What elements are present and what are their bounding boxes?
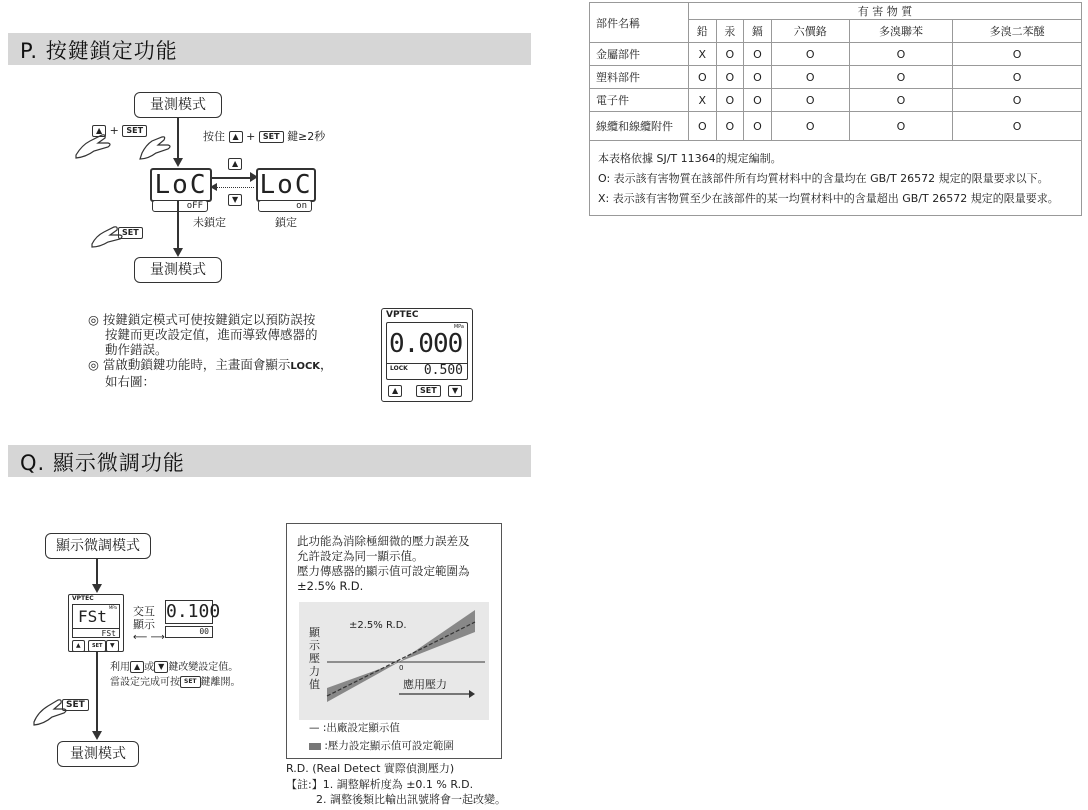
lcd-unlock-sub	[152, 200, 208, 212]
header-group: 有 害 物 質	[689, 3, 1082, 20]
cell: O	[849, 66, 952, 89]
instr-text: 利用	[110, 662, 130, 673]
interact-text: 顯示	[133, 618, 155, 631]
lock-indicator: LOCK	[390, 365, 408, 372]
table-row	[590, 112, 1082, 141]
cell: O	[849, 112, 952, 141]
plus-sign: +	[246, 130, 256, 143]
info-text	[297, 534, 470, 594]
note-line: 當啟動鎖鍵功能時，主畫面會顯示	[102, 357, 291, 372]
cell: O	[744, 89, 772, 112]
set-key-icon	[118, 222, 143, 241]
footer-line: X: 表示該有害物質至少在該部件的某一均質材料中的含量超出 GB/T 26572 規定的限量要求。	[598, 192, 1059, 205]
bullet: ◎	[88, 312, 99, 327]
arrow-left-icon	[210, 183, 217, 191]
cell: O	[953, 66, 1082, 89]
range-graph	[299, 602, 489, 720]
measure-mode-label: 量測模式	[150, 97, 206, 113]
cell: O	[689, 112, 717, 141]
y-axis-label: 顯示壓力值	[309, 626, 320, 691]
lcd-unlock-main	[150, 168, 212, 202]
lcd-sub-text: on	[296, 201, 307, 211]
cell: O	[716, 112, 744, 141]
set-key-icon: SET	[180, 676, 201, 688]
hold-hint	[203, 128, 325, 144]
section-q-header	[8, 445, 531, 477]
flow-line	[177, 200, 179, 250]
fine-tune-mode-label: 顯示微調模式	[56, 538, 140, 554]
measure-mode-box-bottom	[134, 257, 222, 283]
note-line: ，	[320, 357, 333, 372]
table-row	[590, 66, 1082, 89]
main-value: 0.000	[389, 329, 463, 359]
info-line: 壓力傳感器的顯示值可設定範圍為	[297, 564, 470, 578]
up-key-icon: ▲	[92, 125, 106, 137]
lock-word: LOCK	[290, 361, 321, 372]
lock-notes	[88, 312, 333, 389]
alt-sub-value: 00	[199, 627, 209, 636]
down-key-icon: ▼	[154, 661, 168, 673]
device-screen	[386, 322, 468, 380]
band-swatch-icon	[309, 743, 321, 750]
set-key-label: SET	[118, 227, 143, 239]
device-screen	[72, 604, 120, 638]
set-key-label: SET	[62, 699, 89, 711]
cell: O	[744, 66, 772, 89]
legend-range	[309, 738, 454, 753]
cell: O	[716, 66, 744, 89]
legend-factory	[309, 720, 400, 735]
section-p-header	[8, 33, 531, 65]
header-part: 部件名稱	[590, 3, 689, 43]
cell: O	[771, 89, 849, 112]
cell: O	[744, 43, 772, 66]
measure-mode-box-q	[57, 741, 139, 767]
hazard-substance-table	[589, 2, 1082, 216]
origin-label: 0	[399, 664, 404, 672]
arrow-down-icon	[173, 248, 183, 257]
up-key-icon: ▲	[228, 158, 242, 170]
device-down-button[interactable]: ▼	[106, 640, 119, 652]
col-header: 多溴二苯醚	[953, 20, 1082, 43]
arrow-left-line	[212, 187, 254, 188]
fine-tune-info-box	[286, 523, 502, 759]
bullet: ◎	[88, 357, 99, 372]
table-footer-row	[590, 141, 1082, 216]
cell: O	[849, 43, 952, 66]
sub-value: FSt	[73, 628, 119, 637]
flow-line	[96, 559, 98, 585]
alt-lcd-sub	[165, 626, 213, 638]
device-lock-display	[381, 308, 473, 402]
unlock-label: 未鎖定	[193, 216, 226, 229]
row-name: 塑料部件	[590, 66, 689, 89]
unit-label: MPa	[453, 324, 464, 330]
plus-sign: +	[109, 124, 119, 137]
up-key-icon: ▲	[130, 661, 144, 673]
measure-mode-label: 量測模式	[70, 746, 126, 762]
main-value: FSt	[78, 607, 107, 626]
swap-arrows-icon: ⟵ ⟶	[133, 632, 165, 643]
note-line: 如右圖：	[105, 374, 156, 389]
unit-label: MPa	[108, 605, 117, 610]
measure-mode-label: 量測模式	[150, 262, 206, 278]
col-header: 鎘	[744, 20, 772, 43]
cell: X	[689, 89, 717, 112]
sub-value: 0.500	[423, 363, 463, 378]
instr-text: 鍵改變設定值。	[168, 662, 239, 673]
col-header: 鉛	[689, 20, 717, 43]
set-key-icon: SET	[122, 125, 147, 137]
lcd-text: LoC	[259, 170, 313, 200]
lcd-lock-sub	[258, 200, 312, 212]
down-key-icon: ▼	[228, 194, 242, 206]
footnote-1: 【註:】1. 調整解析度為 ±0.1 % R.D.	[286, 778, 474, 791]
cell: O	[716, 43, 744, 66]
row-name: 電子件	[590, 89, 689, 112]
row-name: 金屬部件	[590, 43, 689, 66]
hint-suffix: 鍵≥2秒	[287, 130, 326, 143]
device-down-button[interactable]: ▼	[448, 385, 462, 397]
alt-main-value: 0.100	[166, 601, 221, 622]
instr-text: 或	[144, 662, 155, 673]
cell: O	[849, 89, 952, 112]
note-line: 按鍵鎖定模式可使按鍵鎖定以預防誤按	[102, 312, 316, 327]
device-set-button[interactable]: SET	[416, 385, 441, 397]
cell: O	[953, 43, 1082, 66]
flow-line	[96, 652, 98, 732]
cell: O	[953, 112, 1082, 141]
row-name: 線纜和線纜附件	[590, 112, 689, 141]
device-fine-tune	[68, 594, 124, 652]
cell: O	[771, 66, 849, 89]
col-header: 多溴聯苯	[849, 20, 952, 43]
alt-lcd-main	[165, 600, 221, 624]
band-label: ±2.5% R.D.	[349, 620, 407, 631]
set-key-icon: SET	[259, 131, 284, 143]
footer-line: 本表格依據 SJ/T 11364的規定編制。	[598, 152, 782, 165]
instr-text: 當設定完成可按	[110, 677, 180, 688]
fine-tune-instructions	[110, 660, 241, 690]
cell: O	[716, 89, 744, 112]
col-header: 六價鉻	[771, 20, 849, 43]
lcd-sub-text: oFF	[186, 201, 203, 211]
device-brand: VPTEC	[386, 310, 419, 320]
footer-line: O: 表示該有害物質在該部件所有均質材料中的含量均在 GB/T 26572 規定的限量要求以下。	[598, 172, 1049, 185]
table-row	[590, 89, 1082, 112]
hint-prefix: 按住	[203, 130, 225, 143]
section-p-title: P. 按鍵鎖定功能	[20, 39, 178, 63]
col-header: 汞	[716, 20, 744, 43]
set-key-icon	[62, 694, 89, 713]
section-q-title: Q. 顯示微調功能	[20, 451, 185, 475]
cell: O	[689, 66, 717, 89]
sub-row	[387, 363, 467, 379]
note-line: 動作錯誤。	[105, 342, 168, 357]
lock-label: 鎖定	[275, 216, 297, 229]
device-up-button[interactable]: ▲	[72, 640, 85, 652]
lcd-text: LoC	[154, 170, 208, 200]
cell: O	[771, 43, 849, 66]
legend-text: :出廠設定顯示值	[322, 722, 400, 734]
table-footer	[590, 141, 1082, 216]
note-line: 按鍵而更改設定值，進而導致傳感器的	[105, 327, 318, 342]
info-line: 此功能為消除極細微的壓力誤差及	[297, 534, 470, 548]
rd-note: R.D. (Real Detect 實際偵測壓力)	[286, 762, 455, 775]
key-combo-left	[92, 124, 147, 137]
table-row	[590, 43, 1082, 66]
arrow-right-line	[212, 177, 254, 179]
x-axis-label: 應用壓力	[403, 678, 447, 691]
device-set-button[interactable]: SET	[88, 640, 106, 652]
dash-icon: —	[309, 722, 320, 734]
arrow-down-icon	[92, 731, 102, 740]
cell: O	[953, 89, 1082, 112]
fine-tune-mode-box	[45, 533, 151, 559]
footnote-2: 2. 調整後類比輸出訊號將會一起改變。	[316, 793, 506, 806]
device-up-button[interactable]: ▲	[388, 385, 402, 397]
up-key-icon: ▲	[229, 131, 243, 143]
legend-text: :壓力設定顯示值可設定範圍	[324, 740, 454, 752]
instr-text: 鍵離開。	[200, 677, 241, 688]
cell: X	[689, 43, 717, 66]
cell: O	[744, 112, 772, 141]
interact-text: 交互	[133, 605, 155, 618]
arrow-down-icon	[92, 584, 102, 593]
info-line: 允許設定為同一顯示值。	[297, 549, 424, 563]
cell: O	[771, 112, 849, 141]
lcd-lock-main	[256, 168, 316, 202]
info-line: ±2.5% R.D.	[297, 579, 364, 593]
measure-mode-box-top	[134, 92, 222, 118]
device-brand: VPTEC	[72, 595, 94, 602]
interact-label	[133, 605, 165, 644]
